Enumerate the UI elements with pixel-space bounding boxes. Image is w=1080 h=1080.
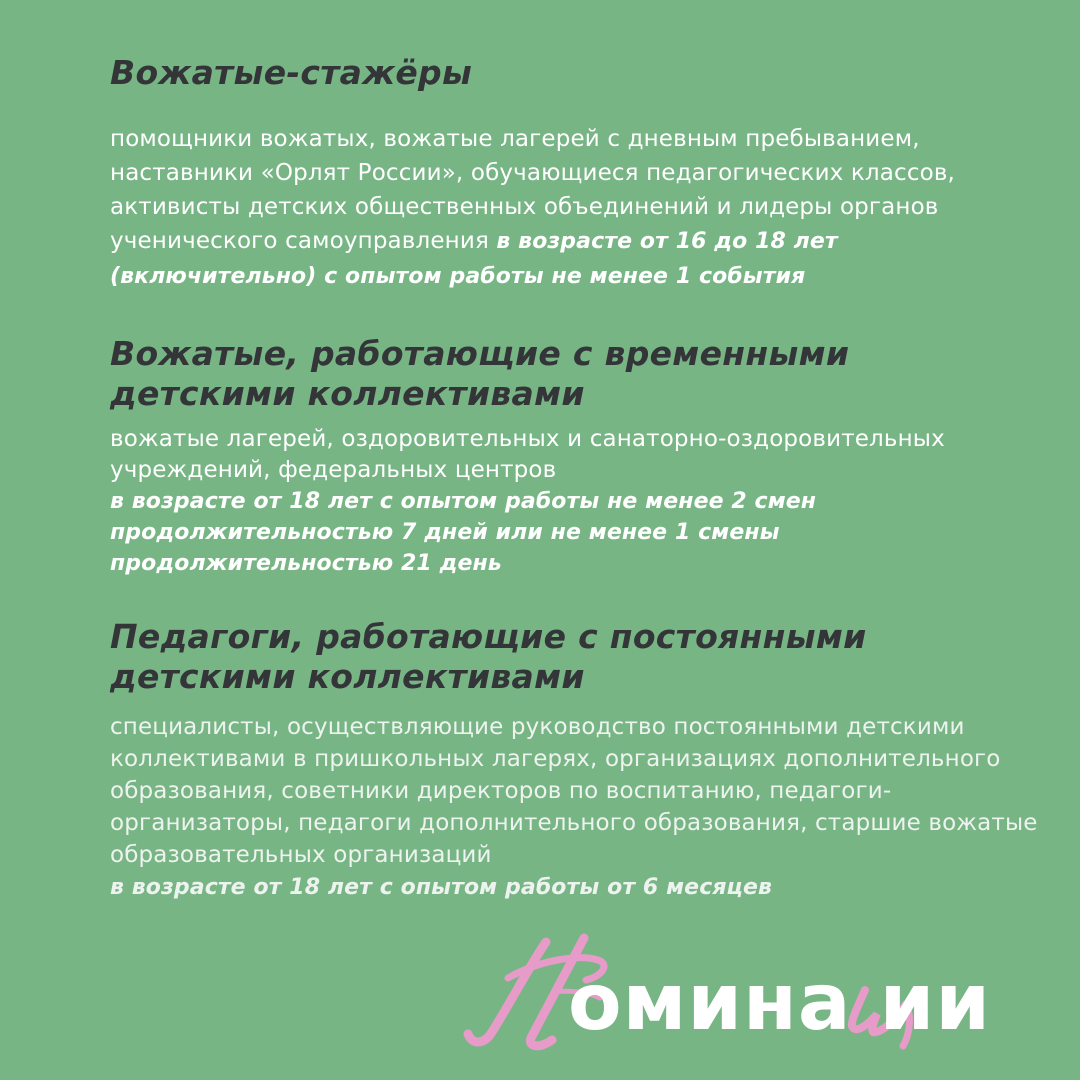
nomination-description [110,424,1040,579]
nomination-interns [110,52,1040,294]
nomination-permanent-groups [110,617,1040,904]
description-text: специалисты, осуществляющие руководство постоянными детскими коллективами в пришкольных лагерях, организациях дополнительного образования, советники директоров по воспитанию, педагоги-организаторы, педагоги дополнительного образования, старшие вожатые образовательных организаций [110,714,1038,868]
nomination-title: Вожатые-стажёры [110,53,473,92]
description-text: помощники вожатых, вожатые лагерей с дневным пребыванием, наставники «Орлят России», обучающиеся педагогических классов, активисты детских общественных объединений и лидеры органов ученического самоуправления [110,126,956,254]
requirement-text: в возрасте от 18 лет с опытом работы от 6 месяцев [110,875,773,900]
nominations-content [110,52,1040,904]
nomination-temporary-groups [110,334,1040,579]
nomination-description [110,711,1040,904]
requirement-text: в возрасте от 18 лет с опытом работы не менее 2 смен продолжительностью 7 дней или не менее 1 смены продолжительностью 21 день [110,489,817,576]
nomination-description [110,122,1040,294]
nomination-title: Педагоги, работающие с постоянными детскими коллективами [110,617,867,696]
nominations-logo [460,920,1060,1060]
description-text: вожатые лагерей, оздоровительных и санаторно-оздоровительных учреждений, федеральных центров [110,426,945,483]
nomination-title: Вожатые, работающие с временными детскими коллективами [110,334,850,413]
logo-printed-letters: омина ии [568,958,991,1048]
requirement-text: в возрасте от 16 до 18 лет (включительно) с опытом работы не менее 1 события [110,229,838,289]
